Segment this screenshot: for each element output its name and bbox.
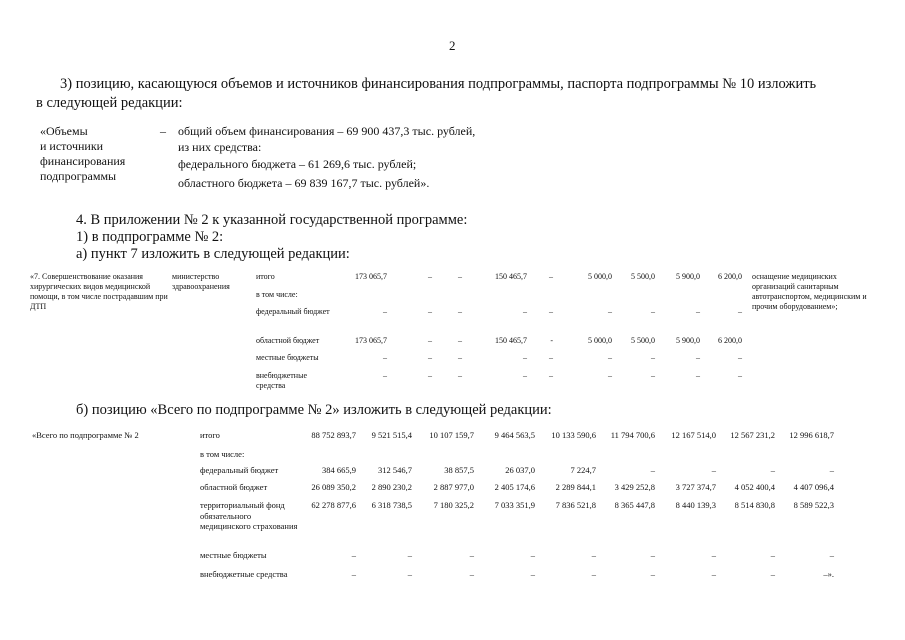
table1-cell: – bbox=[458, 272, 462, 281]
financing-dash: – bbox=[160, 124, 166, 138]
table1-cell: – bbox=[651, 307, 655, 316]
table1-row-label: итого bbox=[256, 272, 275, 281]
table2-cell: 62 278 877,6 bbox=[311, 500, 356, 510]
table1-cell: – bbox=[549, 272, 553, 281]
table2-cell: – bbox=[351, 569, 356, 579]
table2-name: «Всего по подпрограмме № 2 bbox=[32, 430, 139, 440]
table1-cell: – bbox=[738, 353, 742, 362]
table2-cell: 11 794 700,6 bbox=[610, 430, 655, 440]
table2-cell: – bbox=[711, 465, 716, 475]
table2-row-label: федеральный бюджет bbox=[200, 465, 279, 475]
table2-cell: – bbox=[469, 569, 474, 579]
financing-label-line: подпрограммы bbox=[40, 169, 117, 183]
table1-cell: 150 465,7 bbox=[495, 272, 527, 281]
table1-row-label: местные бюджеты bbox=[256, 353, 319, 362]
para4-line3: а) пункт 7 изложить в следующей редакции: bbox=[76, 246, 350, 262]
table1-cell: 150 465,7 bbox=[495, 336, 527, 345]
table2-cell: 4 407 096,4 bbox=[793, 482, 834, 492]
table1-cell: – bbox=[523, 371, 527, 380]
table1-cell: – bbox=[549, 353, 553, 362]
table2-cell: 2 890 230,2 bbox=[371, 482, 412, 492]
financing-line: общий объем финансирования – 69 900 437,3 тыс. рублей, bbox=[178, 124, 476, 138]
table2-cell: 8 365 447,8 bbox=[614, 500, 655, 510]
table2-cell: 4 052 400,4 bbox=[734, 482, 775, 492]
table2-cell: 7 180 325,2 bbox=[433, 500, 474, 510]
para3-line2: в следующей редакции: bbox=[36, 95, 183, 111]
table2-row-label: в том числе: bbox=[200, 449, 245, 459]
table2-cell: 3 429 252,8 bbox=[614, 482, 655, 492]
table2-cell: –». bbox=[823, 569, 834, 579]
table1-cell: – bbox=[458, 353, 462, 362]
table2-cell: 7 033 351,9 bbox=[494, 500, 535, 510]
table2-cell: 26 089 350,2 bbox=[311, 482, 356, 492]
table1-cell: 173 065,7 bbox=[355, 336, 387, 345]
financing-label-line: «Объемы bbox=[40, 124, 88, 138]
table1-cell: – bbox=[651, 353, 655, 362]
table1-cell: – bbox=[738, 371, 742, 380]
table1-row-label: федеральный бюджет bbox=[256, 307, 330, 316]
table1-cell: – bbox=[428, 371, 432, 380]
table2-cell: 8 514 830,8 bbox=[734, 500, 775, 510]
table1-cell: 6 200,0 bbox=[718, 272, 742, 281]
table1-note: оснащение медицинских организаций санитарным автотранспортом, медицинским и прочим оборудованием»; bbox=[752, 272, 867, 311]
table1-cell: 5 500,0 bbox=[631, 336, 655, 345]
table1-cell: 5 000,0 bbox=[588, 336, 612, 345]
table2-cell: 312 546,7 bbox=[378, 465, 412, 475]
table1-cell: – bbox=[428, 353, 432, 362]
table1-cell: – bbox=[608, 371, 612, 380]
table2-cell: 2 887 977,0 bbox=[433, 482, 474, 492]
page-number: 2 bbox=[449, 38, 456, 53]
table2-cell: 10 133 590,6 bbox=[551, 430, 596, 440]
table1-cell: – bbox=[383, 307, 387, 316]
table1-cell: 5 900,0 bbox=[676, 272, 700, 281]
table1-cell: – bbox=[383, 353, 387, 362]
table1-cell: – bbox=[458, 307, 462, 316]
table1-cell: 6 200,0 bbox=[718, 336, 742, 345]
para4-line1: 4. В приложении № 2 к указанной государственной программе: bbox=[76, 212, 468, 228]
table2-cell: – bbox=[650, 550, 655, 560]
table2-cell: – bbox=[829, 550, 834, 560]
table2-cell: – bbox=[591, 569, 596, 579]
table2-cell: – bbox=[469, 550, 474, 560]
para4-line2: 1) в подпрограмме № 2: bbox=[76, 229, 224, 245]
table1-cell: – bbox=[549, 371, 553, 380]
table2-cell: – bbox=[407, 550, 412, 560]
table2-cell: – bbox=[829, 465, 834, 475]
table1-cell: – bbox=[458, 336, 462, 345]
table2-cell: – bbox=[591, 550, 596, 560]
table2-cell: – bbox=[770, 569, 775, 579]
table1-row-label: внебюджетные средства bbox=[256, 371, 307, 390]
table2-row-label: внебюджетные средства bbox=[200, 569, 288, 579]
table1-cell: – bbox=[458, 371, 462, 380]
table1-cell: – bbox=[696, 307, 700, 316]
table1-cell: – bbox=[383, 371, 387, 380]
table2-cell: 88 752 893,7 bbox=[311, 430, 356, 440]
table2-cell: – bbox=[650, 569, 655, 579]
table1-cell: – bbox=[523, 307, 527, 316]
table2-cell: – bbox=[770, 465, 775, 475]
table2-cell: 3 727 374,7 bbox=[675, 482, 716, 492]
table2-cell: – bbox=[650, 465, 655, 475]
table2-cell: – bbox=[351, 550, 356, 560]
table1-name: «7. Совершенствование оказания хирургических видов медицинской помощи, в том числе пострадавшим при ДТП bbox=[30, 272, 168, 311]
table2-cell: 2 289 844,1 bbox=[555, 482, 596, 492]
table2-cell: – bbox=[530, 550, 535, 560]
table1-cell: – bbox=[523, 353, 527, 362]
financing-label-line: финансирования bbox=[40, 154, 126, 168]
table1-cell: – bbox=[549, 307, 553, 316]
table1-row-label: в том числе: bbox=[256, 290, 298, 299]
table2-cell: 38 857,5 bbox=[444, 465, 474, 475]
financing-line: областного бюджета – 69 839 167,7 тыс. рублей». bbox=[178, 176, 430, 190]
table1-cell: - bbox=[550, 336, 553, 345]
table1-cell: – bbox=[608, 307, 612, 316]
table1-cell: 5 000,0 bbox=[588, 272, 612, 281]
table1-cell: – bbox=[428, 272, 432, 281]
table2-cell: – bbox=[711, 550, 716, 560]
table2-cell: – bbox=[770, 550, 775, 560]
table2-cell: 9 464 563,5 bbox=[494, 430, 535, 440]
table2-cell: 12 167 514,0 bbox=[671, 430, 716, 440]
table2-cell: – bbox=[530, 569, 535, 579]
table2-cell: – bbox=[407, 569, 412, 579]
table2-cell: 9 521 515,4 bbox=[371, 430, 412, 440]
table2-row-label: областной бюджет bbox=[200, 482, 268, 492]
table2-cell: 8 589 522,3 bbox=[793, 500, 834, 510]
table2-cell: 8 440 139,3 bbox=[675, 500, 716, 510]
table1-cell: – bbox=[738, 307, 742, 316]
table1-cell: – bbox=[651, 371, 655, 380]
table2-cell: 10 107 159,7 bbox=[429, 430, 474, 440]
financing-line: из них средства: bbox=[178, 140, 262, 154]
table2-cell: 26 037,0 bbox=[505, 465, 535, 475]
table1-executor: министерство здравоохранения bbox=[172, 272, 230, 291]
table1-cell: – bbox=[428, 307, 432, 316]
table1-cell: 173 065,7 bbox=[355, 272, 387, 281]
financing-label-line: и источники bbox=[40, 139, 104, 153]
table2-cell: 12 567 231,2 bbox=[730, 430, 775, 440]
financing-label bbox=[40, 124, 125, 184]
financing-line: федерального бюджета – 61 269,6 тыс. рублей; bbox=[178, 157, 417, 171]
table2-row-label: местные бюджеты bbox=[200, 550, 267, 560]
table2-cell: 2 405 174,6 bbox=[494, 482, 535, 492]
table2-cell: – bbox=[711, 569, 716, 579]
table2-cell: 384 665,9 bbox=[322, 465, 356, 475]
table1-cell: 5 500,0 bbox=[631, 272, 655, 281]
table2-row-label: итого bbox=[200, 430, 220, 440]
table2-cell: 6 318 738,5 bbox=[371, 500, 412, 510]
table1-cell: – bbox=[696, 371, 700, 380]
table2-cell: 12 996 618,7 bbox=[789, 430, 834, 440]
para-b: б) позицию «Всего по подпрограмме № 2» изложить в следующей редакции: bbox=[76, 402, 552, 418]
table1-cell: – bbox=[608, 353, 612, 362]
table1-cell: 5 900,0 bbox=[676, 336, 700, 345]
table2-cell: 7 836 521,8 bbox=[555, 500, 596, 510]
table1-cell: – bbox=[428, 336, 432, 345]
table1-cell: – bbox=[696, 353, 700, 362]
para3-line1: 3) позицию, касающуюся объемов и источников финансирования подпрограммы, паспорта подпрограммы № 10 изложить bbox=[60, 76, 817, 92]
table2-cell: 7 224,7 bbox=[570, 465, 596, 475]
table1-row-label: областной бюджет bbox=[256, 336, 320, 345]
table2-row-label: территориальный фонд обязательного медицинского страхования bbox=[200, 500, 298, 531]
